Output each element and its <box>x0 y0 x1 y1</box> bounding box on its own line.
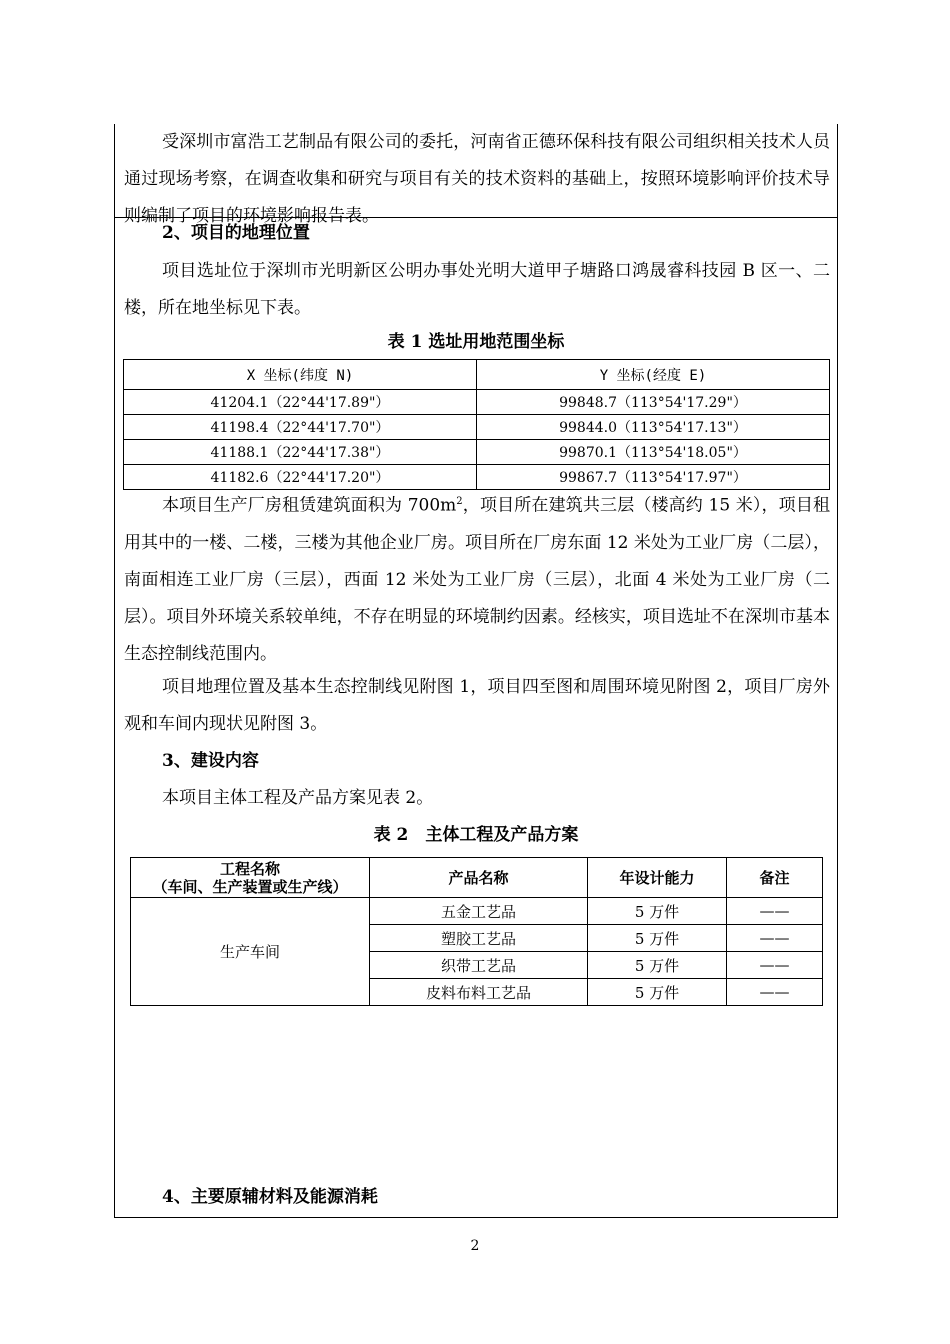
table-header-row <box>131 858 823 898</box>
x-coordinate-cell: 41204.1（22°44'17.89"） <box>124 390 477 415</box>
capacity-cell: 5 万件 <box>588 925 727 952</box>
y-coordinate-header: Y 坐标(经度 E) <box>477 360 830 390</box>
section-4-heading: 4、主要原辅材料及能源消耗 <box>162 1187 378 1207</box>
building-paragraph <box>124 483 830 673</box>
coordinates-table <box>123 359 830 490</box>
location-paragraph: 项目选址位于深圳市光明新区公明办事处光明大道甲子塘路口鸿晟睿科技园 B 区一、二楼，所在地坐标见下表。 <box>124 261 830 318</box>
table-1-caption: 表 1 选址用地范围坐标 <box>387 332 565 352</box>
note-cell: —— <box>727 898 823 925</box>
x-coordinate-cell: 41182.6（22°44'17.20"） <box>124 465 477 490</box>
section-2-heading: 2、项目的地理位置 <box>162 223 310 243</box>
construction-paragraph: 本项目主体工程及产品方案见表 2。 <box>162 788 434 808</box>
note-cell: —— <box>727 925 823 952</box>
workshop-cell: 生产车间 <box>131 898 370 1006</box>
note-cell: —— <box>727 979 823 1006</box>
area-unit-superscript: 2 <box>456 496 463 507</box>
y-coordinate-cell: 99848.7（113°54'17.29"） <box>477 390 830 415</box>
note-header: 备注 <box>727 858 823 898</box>
product-cell: 塑胶工艺品 <box>370 925 588 952</box>
y-coordinate-cell: 99844.0（113°54'17.13"） <box>477 415 830 440</box>
table-2-caption: 表 2 主体工程及产品方案 <box>373 825 579 845</box>
figures-paragraph: 项目地理位置及基本生态控制线见附图 1，项目四至图和周围环境见附图 2，项目厂房外观和车间内现状见附图 3。 <box>124 677 830 734</box>
project-name-header <box>131 858 370 898</box>
intro-paragraph: 受深圳市富浩工艺制品有限公司的委托，河南省正德环保科技有限公司组织相关技术人员通过现场考察，在调查收集和研究与项目有关的技术资料的基础上，按照环境影响评价技术导则编制了项目的环境影响报告表。 <box>124 132 830 226</box>
table-row <box>124 390 830 415</box>
capacity-cell: 5 万件 <box>588 898 727 925</box>
product-table <box>130 857 823 1006</box>
table-row <box>124 415 830 440</box>
project-name-header-line2: （车间、生产装置或生产线） <box>152 877 348 896</box>
capacity-cell: 5 万件 <box>588 952 727 979</box>
capacity-header: 年设计能力 <box>588 858 727 898</box>
page-number: 2 <box>470 1238 480 1254</box>
y-coordinate-cell: 99870.1（113°54'18.05"） <box>477 440 830 465</box>
building-text-b: ，项目所在建筑共三层（楼高约 15 米），项目租用其中的一楼、二楼，三楼为其他企业厂房。项目所在厂房东面 12 米处为工业厂房（二层），南面相连工业厂房（三层），西面 12 米处为工业厂房（三层），北面 4 米处为工业厂房（二层）。项目外环境关系较单纯，不存在明显的环境制约因素。经核实，项目选址不在深圳市基本生态控制线范围内。 <box>124 495 830 664</box>
table-header-row <box>124 360 830 390</box>
product-name-header: 产品名称 <box>370 858 588 898</box>
x-coordinate-header: X 坐标(纬度 N) <box>124 360 477 390</box>
project-name-header-line1: 工程名称 <box>219 859 280 878</box>
y-coordinate-cell: 99867.7（113°54'17.97"） <box>477 465 830 490</box>
product-cell: 五金工艺品 <box>370 898 588 925</box>
building-text-a: 本项目生产厂房租赁建筑面积为 700m <box>162 495 457 516</box>
product-cell: 皮料布料工艺品 <box>370 979 588 1006</box>
note-cell: —— <box>727 952 823 979</box>
capacity-cell: 5 万件 <box>588 979 727 1006</box>
table-row <box>131 898 823 925</box>
product-cell: 织带工艺品 <box>370 952 588 979</box>
x-coordinate-cell: 41198.4（22°44'17.70"） <box>124 415 477 440</box>
table-row <box>124 440 830 465</box>
section-3-heading: 3、建设内容 <box>162 751 259 771</box>
x-coordinate-cell: 41188.1（22°44'17.38"） <box>124 440 477 465</box>
